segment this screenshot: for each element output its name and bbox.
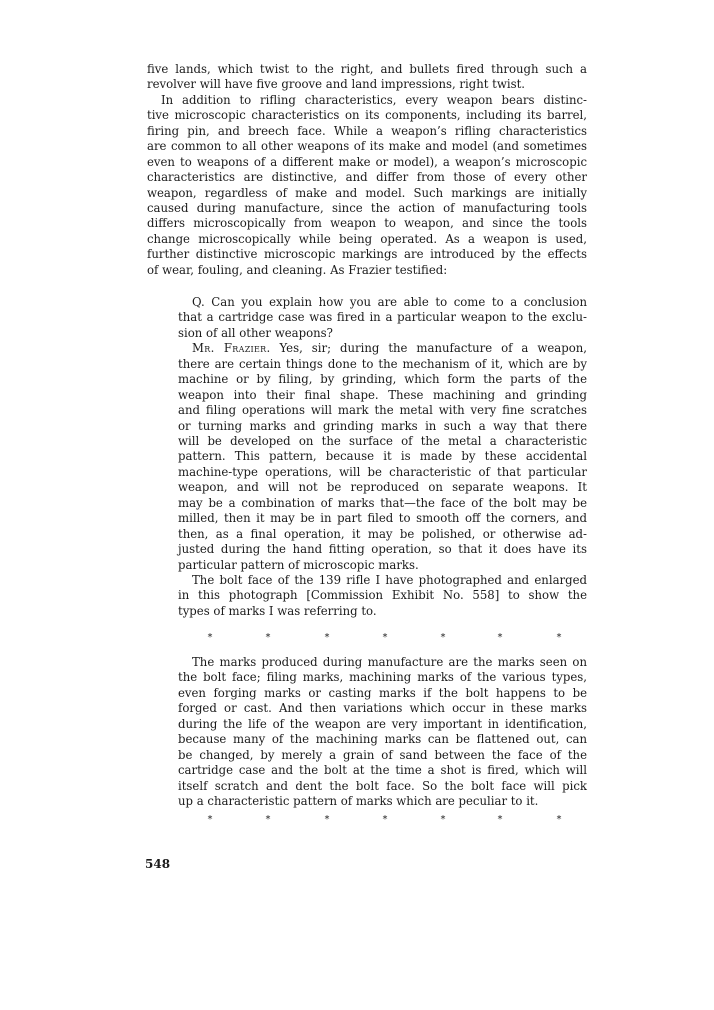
asterisk: * — [207, 814, 213, 825]
text-line: there are certain things done to the mechanism of it, which are by — [178, 356, 587, 371]
text-line: during the life of the weapon are very important in identification, — [178, 716, 587, 731]
text-line: then, as a final operation, it may be polished, or otherwise ad- — [178, 526, 587, 541]
text-line: even forging marks or casting marks if the bolt happens to be — [178, 685, 587, 700]
text-line: revolver will have five groove and land impressions, right twist. — [147, 77, 526, 92]
text-line: because many of the machining marks can be flattened out, can — [178, 732, 587, 747]
asterisk: * — [497, 632, 503, 643]
text-line: differs microscopically from weapon to weapon, and since the tools — [147, 216, 587, 231]
text-line: will be developed on the surface of the metal a characteristic — [178, 434, 587, 449]
text-line: itself scratch and dent the bolt face. So the bolt face will pick — [178, 778, 587, 793]
text-line: machine or by filing, by grinding, which form the parts of the — [178, 372, 587, 387]
asterisk: * — [265, 814, 271, 825]
quote-bolt-face-exhibit — [178, 573, 587, 619]
text-line: weapon, and will not be reproduced on separate weapons. It — [178, 480, 587, 495]
text-line: of wear, fouling, and cleaning. As Frazier testified: — [147, 262, 448, 277]
asterisk: * — [382, 814, 388, 825]
text-line: pattern. This pattern, because it is made by these accidental — [178, 449, 587, 464]
text-line: milled, then it may be in part filed to smooth off the corners, and — [178, 511, 587, 526]
text-line: particular pattern of microscopic marks. — [178, 557, 419, 572]
text-line: caused during manufacture, since the action of manufacturing tools — [147, 200, 587, 215]
paragraph-continuation — [147, 62, 587, 93]
paragraph-microscopic-characteristics — [147, 93, 587, 278]
text-line: In addition to rifling characteristics, every weapon bears distinc- — [161, 92, 587, 107]
text-line: forged or cast. And then variations which occur in these marks — [178, 701, 587, 716]
text-line: in this photograph [Commission Exhibit No. 558] to show the — [178, 588, 587, 603]
text-line: up a characteristic pattern of marks which are peculiar to it. — [178, 793, 539, 808]
asterisk: * — [324, 814, 330, 825]
text-line: even to weapons of a different make or model), a weapon’s microscopic — [147, 154, 587, 169]
text-fragment: Yes, sir; during the manufacture of a weapon, — [270, 341, 587, 356]
text-line — [178, 341, 587, 356]
asterisk: * — [440, 814, 446, 825]
text-line: The bolt face of the 139 rifle I have photographed and enlarged — [192, 573, 587, 587]
text-line: change microscopically while being operated. As a weapon is used, — [147, 231, 587, 246]
text-line: the bolt face; filing marks, machining marks of the various types, — [178, 670, 587, 685]
text-line: weapon into their final shape. These machining and grinding — [178, 387, 587, 402]
asterisk: * — [556, 632, 562, 643]
text-line: The marks produced during manufacture are the marks seen on — [192, 655, 587, 669]
quote-question — [178, 295, 587, 341]
text-line: firing pin, and breech face. While a weapon’s rifling characteristics — [147, 123, 587, 138]
quote-manufacture-marks — [178, 655, 587, 809]
asterisk: * — [382, 632, 388, 643]
text-line: further distinctive microscopic markings are introduced by the effects — [147, 247, 587, 262]
text-line: tive microscopic characteristics on its components, including its barrel, — [147, 108, 587, 123]
text-line: cartridge case and the bolt at the time a shot is fired, which will — [178, 763, 587, 778]
text-line: types of marks I was referring to. — [178, 603, 377, 618]
text-line: weapon, regardless of make and model. Such markings are initially — [147, 185, 587, 200]
text-line: be changed, by merely a grain of sand between the face of the — [178, 747, 587, 762]
text-line: that a cartridge case was fired in a particular weapon to the exclu- — [178, 310, 587, 325]
text-line: are common to all other weapons of its make and model (and sometimes — [147, 139, 587, 154]
speaker-name: Mr. Frazier. — [192, 341, 271, 356]
ellipsis-asterisks — [0, 632, 714, 646]
text-line: machine-type operations, will be characteristic of that particular — [178, 464, 587, 479]
text-line: justed during the hand fitting operation, so that it does have its — [178, 542, 587, 557]
text-line: Q. Can you explain how you are able to come to a conclusion — [192, 295, 587, 309]
asterisk: * — [265, 632, 271, 643]
quote-answer-frazier — [178, 341, 587, 573]
text-line: and filing operations will mark the metal with very fine scratches — [178, 403, 587, 418]
asterisk: * — [556, 814, 562, 825]
asterisk: * — [440, 632, 446, 643]
asterisk: * — [497, 814, 503, 825]
ellipsis-asterisks — [0, 814, 714, 828]
text-line: characteristics are distinctive, and differ from those of every other — [147, 170, 587, 185]
asterisk: * — [207, 632, 213, 643]
text-line: five lands, which twist to the right, and bullets fired through such a — [147, 62, 587, 76]
text-line: sion of all other weapons? — [178, 325, 333, 340]
text-line: may be a combination of marks that—the face of the bolt may be — [178, 495, 587, 510]
asterisk: * — [324, 632, 330, 643]
page-number: 548 — [145, 857, 171, 871]
text-line: or turning marks and grinding marks in such a way that there — [178, 418, 587, 433]
